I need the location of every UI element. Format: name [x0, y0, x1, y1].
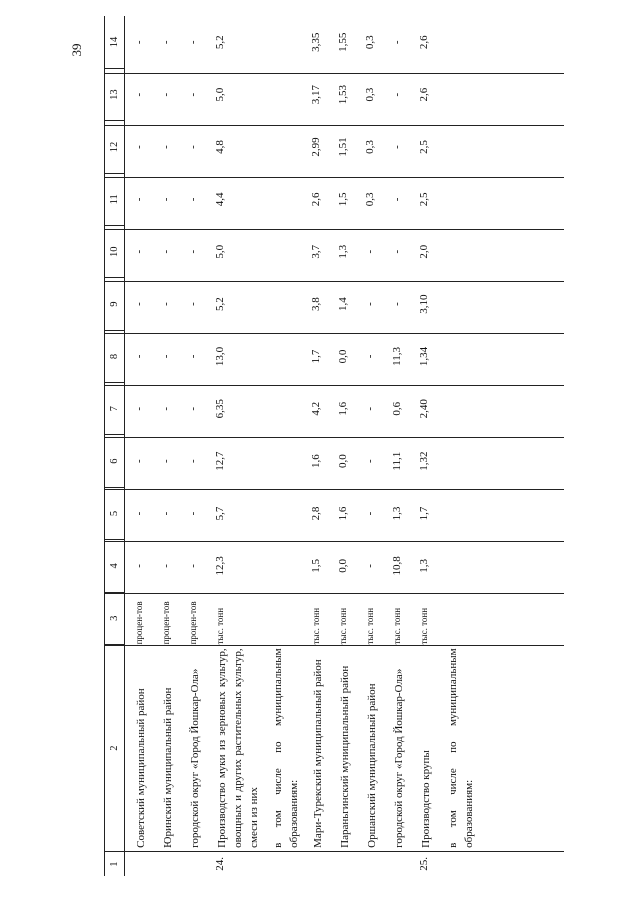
column-header: 7	[105, 383, 125, 435]
row-number	[383, 852, 410, 876]
value-cell	[262, 435, 302, 487]
value-cell: -	[160, 354, 172, 359]
value-cell	[437, 68, 477, 120]
column-divider	[104, 333, 564, 334]
unit-cell: тыс. тонн	[338, 607, 348, 645]
value-cell	[262, 68, 302, 120]
value-cell: 2,0	[418, 244, 430, 259]
value-cell: 3,8	[310, 297, 322, 311]
unit-cell: тыс. тонн	[365, 607, 375, 645]
table-row	[383, 16, 410, 876]
value-cell: -	[391, 40, 403, 45]
data-table	[104, 16, 477, 876]
indicator-name: Юринский муниципальный район	[162, 687, 174, 848]
indicator-name: Советский муниципальный район	[135, 688, 147, 848]
value-cell: -	[187, 354, 199, 359]
value-cell	[262, 487, 302, 539]
indicator-name: в том числе по муниципальным образованиям:	[447, 648, 475, 848]
column-divider	[104, 125, 564, 126]
column-header: 11	[105, 173, 125, 225]
row-number	[302, 852, 329, 876]
value-cell: -	[391, 145, 403, 149]
value-cell: 13,0	[214, 346, 226, 367]
column-divider	[104, 385, 564, 386]
value-cell: 12,3	[214, 556, 226, 576]
table-row	[356, 16, 383, 876]
column-header: 10	[105, 226, 125, 278]
column-header-row	[105, 16, 125, 876]
unit-cell: процен-тов	[161, 601, 171, 645]
value-cell: 1,6	[337, 401, 349, 416]
indicator-name: Мари-Турекский муниципальный район	[312, 659, 324, 848]
value-cell: -	[391, 197, 403, 202]
value-cell: 5,0	[214, 244, 226, 259]
value-cell: -	[391, 92, 403, 97]
row-number	[329, 852, 356, 876]
value-cell: 4,2	[310, 401, 322, 416]
value-cell: 12,7	[214, 451, 226, 471]
value-cell	[437, 435, 477, 487]
value-cell: -	[160, 249, 172, 254]
value-cell: -	[133, 302, 145, 306]
unit-cell: тыс. тонн	[215, 607, 225, 645]
value-cell: -	[364, 511, 376, 516]
value-cell: 1,7	[418, 506, 430, 521]
column-header: 8	[105, 330, 125, 382]
value-cell: -	[160, 459, 172, 463]
value-cell	[262, 278, 302, 330]
row-number	[356, 852, 383, 876]
value-cell: 1,3	[337, 244, 349, 259]
value-cell: 0,0	[337, 349, 349, 364]
value-cell: -	[364, 459, 376, 463]
unit-cell: тыс. тонн	[311, 607, 321, 645]
table-row	[125, 16, 153, 876]
column-header: 6	[105, 435, 125, 487]
value-cell	[437, 121, 477, 173]
value-cell: -	[364, 302, 376, 306]
indicator-name: городской округ «Город Йошкар-Ола»	[189, 668, 201, 848]
value-cell: 3,35	[310, 32, 322, 52]
value-cell: -	[133, 511, 145, 516]
column-divider	[104, 281, 564, 282]
value-cell: -	[160, 92, 172, 97]
value-cell: 11,3	[391, 347, 403, 366]
unit-cell: процен-тов	[188, 601, 198, 645]
value-cell: -	[133, 354, 145, 359]
value-cell: 2,6	[310, 192, 322, 207]
value-cell: 4,8	[214, 140, 226, 154]
value-cell: 1,3	[418, 559, 430, 573]
value-cell: 5,0	[214, 87, 226, 102]
value-cell: -	[160, 406, 172, 411]
value-cell	[437, 278, 477, 330]
column-header: 9	[105, 278, 125, 330]
value-cell: 1,55	[337, 32, 349, 52]
table-row	[206, 16, 262, 876]
value-cell: 3,10	[418, 294, 430, 314]
column-divider	[104, 593, 564, 594]
value-cell: -	[187, 92, 199, 97]
column-divider	[104, 851, 564, 852]
value-cell	[437, 226, 477, 278]
column-header: 5	[105, 487, 125, 539]
table-row	[437, 16, 477, 876]
value-cell: 3,17	[310, 85, 322, 105]
value-cell: 1,32	[418, 451, 430, 471]
value-cell: 11,1	[391, 451, 403, 471]
value-cell: 0,6	[391, 401, 403, 416]
value-cell	[262, 383, 302, 435]
value-cell: -	[364, 564, 376, 568]
column-divider	[104, 177, 564, 178]
value-cell: -	[187, 511, 199, 516]
value-cell: 1,4	[337, 297, 349, 311]
value-cell: 6,35	[214, 399, 226, 419]
column-divider	[104, 73, 564, 74]
table-row	[302, 16, 329, 876]
column-header: 13	[105, 68, 125, 120]
value-cell: 2,40	[418, 399, 430, 419]
table-body	[125, 16, 478, 876]
value-cell: -	[133, 406, 145, 411]
column-divider	[104, 541, 564, 542]
value-cell	[262, 173, 302, 225]
value-cell: 2,99	[310, 137, 322, 157]
value-cell: 1,51	[337, 137, 349, 157]
value-cell: 2,5	[418, 192, 430, 207]
value-cell	[437, 487, 477, 539]
value-cell: -	[364, 406, 376, 411]
value-cell: 1,5	[310, 559, 322, 573]
column-divider	[104, 437, 564, 438]
table-row	[262, 16, 302, 876]
value-cell: 1,3	[391, 506, 403, 521]
value-cell: -	[187, 145, 199, 149]
value-cell	[437, 16, 477, 68]
indicator-name: Производство крупы	[420, 750, 432, 848]
table-row	[179, 16, 206, 876]
indicator-name: Оршанский муниципальный район	[366, 683, 378, 848]
row-number	[262, 852, 302, 876]
value-cell: -	[187, 564, 199, 568]
table-row	[152, 16, 179, 876]
unit-cell: тыс. тонн	[392, 607, 402, 645]
value-cell: 0,3	[364, 87, 376, 102]
value-cell: -	[133, 249, 145, 254]
value-cell: -	[133, 564, 145, 568]
value-cell: 2,8	[310, 506, 322, 521]
value-cell: 0,3	[364, 35, 376, 50]
indicator-name: Параньгинский муниципальный район	[339, 665, 351, 848]
value-cell: 1,5	[337, 192, 349, 207]
value-cell: 0,0	[337, 559, 349, 573]
value-cell: -	[391, 302, 403, 306]
value-cell: -	[187, 40, 199, 45]
value-cell	[437, 540, 477, 592]
value-cell: 0,0	[337, 454, 349, 469]
value-cell: 0,3	[364, 140, 376, 154]
value-cell: 1,6	[310, 454, 322, 469]
value-cell: 2,5	[418, 140, 430, 154]
value-cell	[437, 383, 477, 435]
indicator-name: городской округ «Город Йошкар-Ола»	[393, 668, 405, 848]
value-cell: 1,53	[337, 85, 349, 105]
value-cell: -	[133, 40, 145, 45]
value-cell: -	[187, 302, 199, 306]
row-number	[179, 852, 206, 876]
column-header: 2	[105, 644, 125, 851]
value-cell: -	[187, 459, 199, 463]
value-cell: 3,7	[310, 244, 322, 259]
row-number	[437, 852, 477, 876]
value-cell: 1,6	[337, 506, 349, 521]
column-divider	[104, 489, 564, 490]
column-header: 3	[105, 592, 125, 644]
value-cell	[262, 16, 302, 68]
value-cell: -	[133, 197, 145, 202]
value-cell: 4,4	[214, 192, 226, 207]
column-divider	[104, 229, 564, 230]
value-cell	[262, 540, 302, 592]
value-cell	[262, 121, 302, 173]
value-cell: 10,8	[391, 556, 403, 576]
value-cell: 2,6	[418, 87, 430, 102]
value-cell: 2,6	[418, 35, 430, 50]
value-cell: -	[160, 40, 172, 45]
column-header: 4	[105, 540, 125, 592]
indicator-name: в том числе по муниципальным образованиям:	[272, 648, 300, 848]
value-cell: 5,2	[214, 35, 226, 50]
row-number	[152, 852, 179, 876]
value-cell	[437, 173, 477, 225]
value-cell	[262, 226, 302, 278]
value-cell: -	[133, 92, 145, 97]
value-cell: -	[187, 406, 199, 411]
table-row	[329, 16, 356, 876]
value-cell: -	[187, 249, 199, 254]
rotated-table-container	[104, 16, 564, 876]
value-cell: -	[187, 197, 199, 202]
value-cell: -	[160, 145, 172, 149]
value-cell	[437, 330, 477, 382]
row-number: 25.	[418, 857, 430, 871]
value-cell: -	[364, 354, 376, 359]
value-cell	[262, 330, 302, 382]
page-number: 39	[69, 43, 84, 57]
row-number: 24.	[214, 857, 226, 871]
column-divider	[104, 645, 564, 646]
unit-cell	[262, 592, 302, 644]
value-cell: -	[160, 564, 172, 568]
column-header: 1	[105, 852, 125, 876]
unit-cell: тыс. тонн	[419, 607, 429, 645]
indicator-name: Производство муки из зерновых культур, овощных и других растительных культур, смеси из них	[216, 648, 260, 848]
value-cell: -	[133, 145, 145, 149]
value-cell: 5,2	[214, 297, 226, 311]
value-cell: -	[391, 249, 403, 254]
column-header: 12	[105, 121, 125, 173]
value-cell: -	[160, 197, 172, 202]
unit-cell: процен-тов	[134, 601, 144, 645]
value-cell: -	[160, 302, 172, 306]
value-cell: 0,3	[364, 192, 376, 207]
value-cell: -	[160, 511, 172, 516]
unit-cell	[437, 592, 477, 644]
value-cell: -	[364, 249, 376, 254]
value-cell: 5,7	[214, 506, 226, 521]
value-cell: -	[133, 459, 145, 463]
value-cell: 1,7	[310, 349, 322, 364]
column-header: 14	[105, 16, 125, 68]
value-cell: 1,34	[418, 346, 430, 367]
table-row	[410, 16, 437, 876]
row-number	[125, 852, 153, 876]
